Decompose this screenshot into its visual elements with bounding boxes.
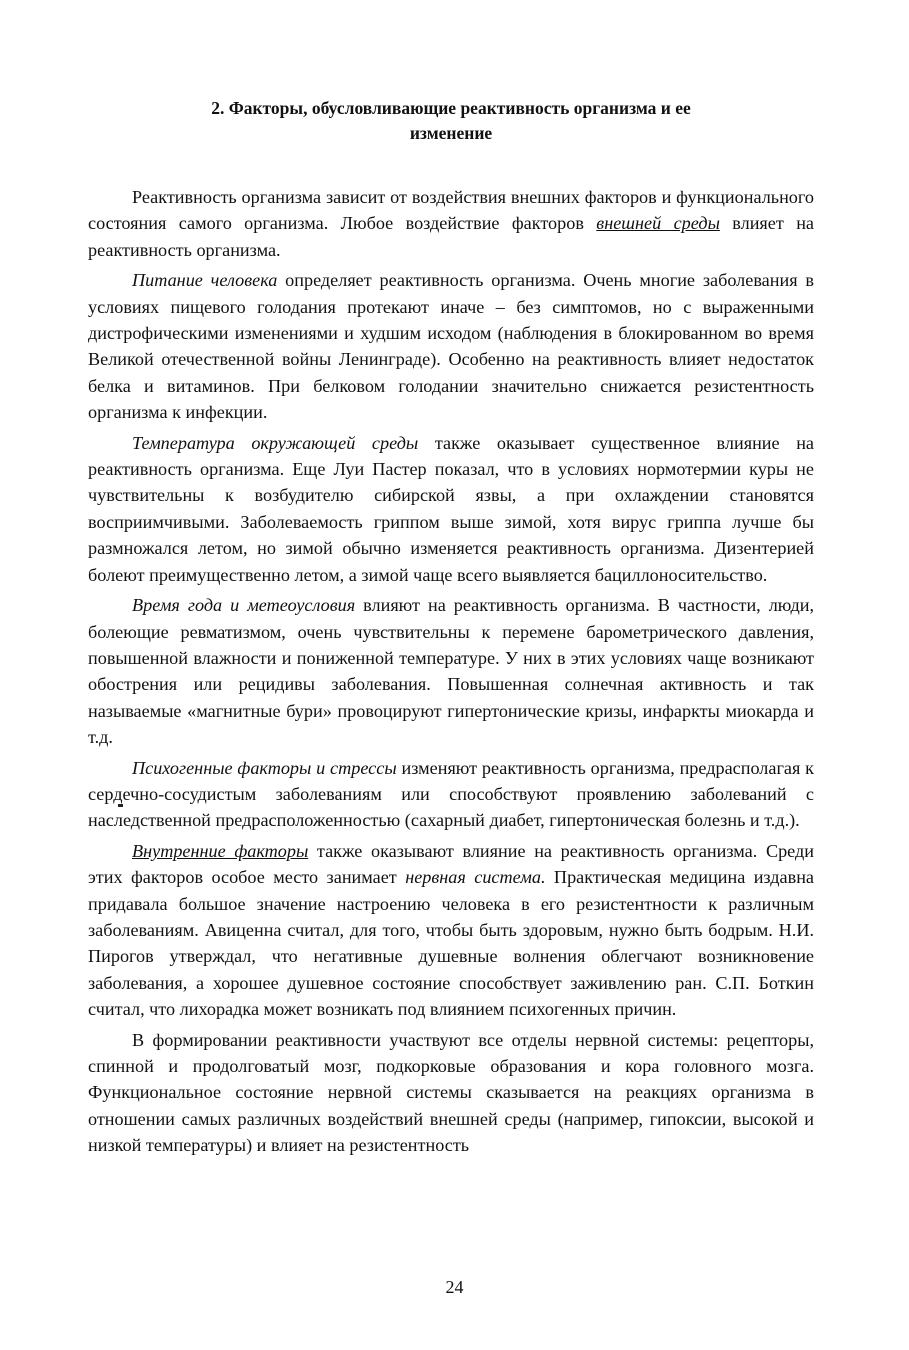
page-number: 24 — [445, 1277, 464, 1297]
paragraph-psychogenic-factors — [88, 755, 814, 834]
section-heading-line-1: 2. Факторы, обусловливающие реактивность организма и ее — [211, 98, 691, 118]
paragraph-text: также оказывает существенное влияние на реактивность организма. Еще Луи Пастер показал, что в условиях нормотермии куры не чувствительны к возбудителю сибирской язвы, а при охлаждении становятся восприимчивыми. Заболеваемость гриппом выше зимой, хотя вирус гриппа лучше бы размножался летом, но зимой обычно изменяется реактивность организма. Дизентерией болеют преимущественно летом, а зимой чаще всего выявляется бациллоносительство. — [88, 432, 814, 585]
paragraph-text: определяет реактивность организма. Очень многие заболевания в условиях пищевого голодания протекают иначе – без симптомов, но с выраженными дистрофическими изменениями и худшим исходом (наблюдения в блокированном во время Великой отечественной войны Ленинграде). Особенно на реактивность влияет недостаток белка и витаминов. При белковом голодании значительно снижается резистентность организма к инфекции. — [88, 270, 814, 423]
paragraph-text: изменяют реактивность организма, предрасполагая к сердечно-сосудистым заболеваниям или способствуют проявлению заболеваний с наследственной предрасположенностью (сахарный диабет, гипертоническая болезнь и т.д.). — [88, 757, 814, 831]
underlined-term-internal-factors: Внутренние факторы — [132, 840, 309, 861]
paragraph-season-weather — [88, 592, 814, 750]
scan-artifact-mark — [118, 804, 123, 807]
underlined-term-external-environment: внешней среды — [596, 213, 720, 234]
paragraph-text: влияют на реактивность организма. В частности, люди, болеющие ревматизмом, очень чувствительны к перемене барометрического давления, повышенной влажности и пониженной температуре. У них в этих условиях чаще возникают обострения или рецидивы заболевания. Повышенная солнечная активность и так называемые «магнитные бури» провоцируют гипертонические кризы, инфаркты миокарда и т.д. — [88, 595, 814, 748]
paragraph-internal-factors — [88, 838, 814, 1023]
section-heading — [88, 96, 814, 146]
paragraph-text: В формировании реактивности участвуют все отделы нервной системы: рецепторы, спинной и продолговатый мозг, подкорковые образования и кора головного мозга. Функциональное состояние нервной системы сказывается на реакциях организма в отношении самых различных воздействий внешней среды (например, гипоксии, высокой и низкой температуры) и влияет на резистентность — [88, 1029, 814, 1156]
paragraph-text: также оказывают влияние на реактивность организма. Среди этих факторов особое место занимает — [88, 840, 814, 888]
italic-term-nervous-system: нервная система. — [405, 867, 546, 888]
paragraph-text: влияет на реактивность организма. — [88, 213, 814, 260]
italic-term-ambient-temperature: Температура окружающей среды — [132, 432, 419, 453]
section-heading-line-2: изменение — [409, 123, 493, 143]
paragraph-text: Реактивность организма зависит от воздействия внешних факторов и функционального состояния самого организма. Любое воздействие факторов — [88, 187, 814, 234]
italic-term-season-weather: Время года и метеоусловия — [132, 595, 356, 616]
paragraph-ambient-temperature — [88, 430, 814, 588]
italic-term-psychogenic-factors: Психогенные факторы и стрессы — [132, 757, 397, 778]
paragraph-nervous-system — [88, 1027, 814, 1159]
paragraph-nutrition — [88, 267, 814, 425]
italic-term-nutrition: Питание человека — [132, 270, 278, 291]
paragraph-text: Практическая медицина издавна придавала большое значение настроению человека в его резистентности к различным заболеваниям. Авиценна считал, для того, чтобы быть здоровым, нужно быть бодрым. Н.И. Пирогов утверждал, что негативные душевные волнения облегчают возникновение заболевания, а хорошее душевное состояние способствует заживлению ран. С.П. Боткин считал, что лихорадка может возникать под влиянием психогенных причин. — [88, 867, 815, 1020]
paragraph-reactivity-intro — [88, 184, 814, 263]
